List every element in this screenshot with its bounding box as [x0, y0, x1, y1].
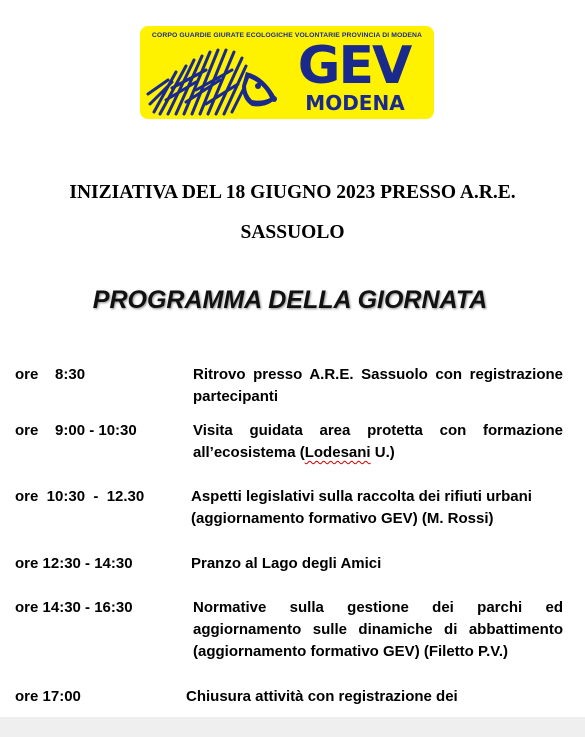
desc-line [193, 442, 563, 464]
schedule-time: ore 12:30 - 14:30 [15, 555, 133, 572]
desc-line: Pranzo al Lago degli Amici [191, 555, 382, 572]
desc-line: Normative sulla gestione dei parchi ed [193, 599, 563, 616]
desc-line: Chiusura attività con registrazione dei [186, 688, 458, 705]
desc-line: Visita guidata area protetta con formazione [193, 422, 563, 439]
schedule-description [191, 553, 561, 575]
schedule-description [191, 486, 561, 530]
page-bottom-edge [0, 717, 585, 737]
schedule-time: ore 9:00 - 10:30 [15, 422, 137, 439]
schedule-time: ore 14:30 - 16:30 [15, 599, 133, 616]
desc-line: aggiornamento sulle dinamiche di abbattimento [193, 621, 563, 638]
desc-text: all’ecosistema ( [193, 444, 305, 461]
event-title-line-2: SASSUOLO [240, 222, 345, 243]
schedule-time: ore 10:30 - 12.30 [15, 488, 145, 505]
logo-modena-text: MODENA [305, 91, 405, 115]
desc-line: partecipanti [193, 388, 279, 405]
schedule-description [193, 420, 563, 464]
desc-line: Ritrovo presso A.R.E. Sassuolo con registrazione [193, 366, 563, 383]
desc-line: (aggiornamento formativo GEV) (M. Rossi) [191, 510, 494, 527]
desc-line: (aggiornamento formativo GEV) (Filetto P.V.) [193, 643, 509, 660]
spellcheck-marked-word: Lodesani [304, 444, 371, 461]
schedule-description [193, 597, 563, 663]
gev-modena-logo [140, 26, 434, 119]
desc-line: Aspetti legislativi sulla raccolta dei rifiuti urbani [191, 488, 532, 505]
logo-top-text: CORPO GUARDIE GIURATE ECOLOGICHE VOLONTARIE PROVINCIA DI MODENA [151, 32, 423, 39]
schedule-description [193, 364, 563, 408]
desc-text: U.) [370, 444, 395, 461]
schedule-time: ore 8:30 [15, 366, 86, 383]
event-title-line-1: INIZIATIVA DEL 18 GIUGNO 2023 PRESSO A.R.E. [69, 182, 516, 203]
schedule-description [186, 686, 556, 708]
schedule-time: ore 17:00 [15, 688, 81, 705]
program-title: PROGRAMMA DELLA GIORNATA [92, 286, 488, 314]
hedgehog-icon [146, 42, 286, 118]
logo-gev-text: GEV [297, 36, 411, 96]
